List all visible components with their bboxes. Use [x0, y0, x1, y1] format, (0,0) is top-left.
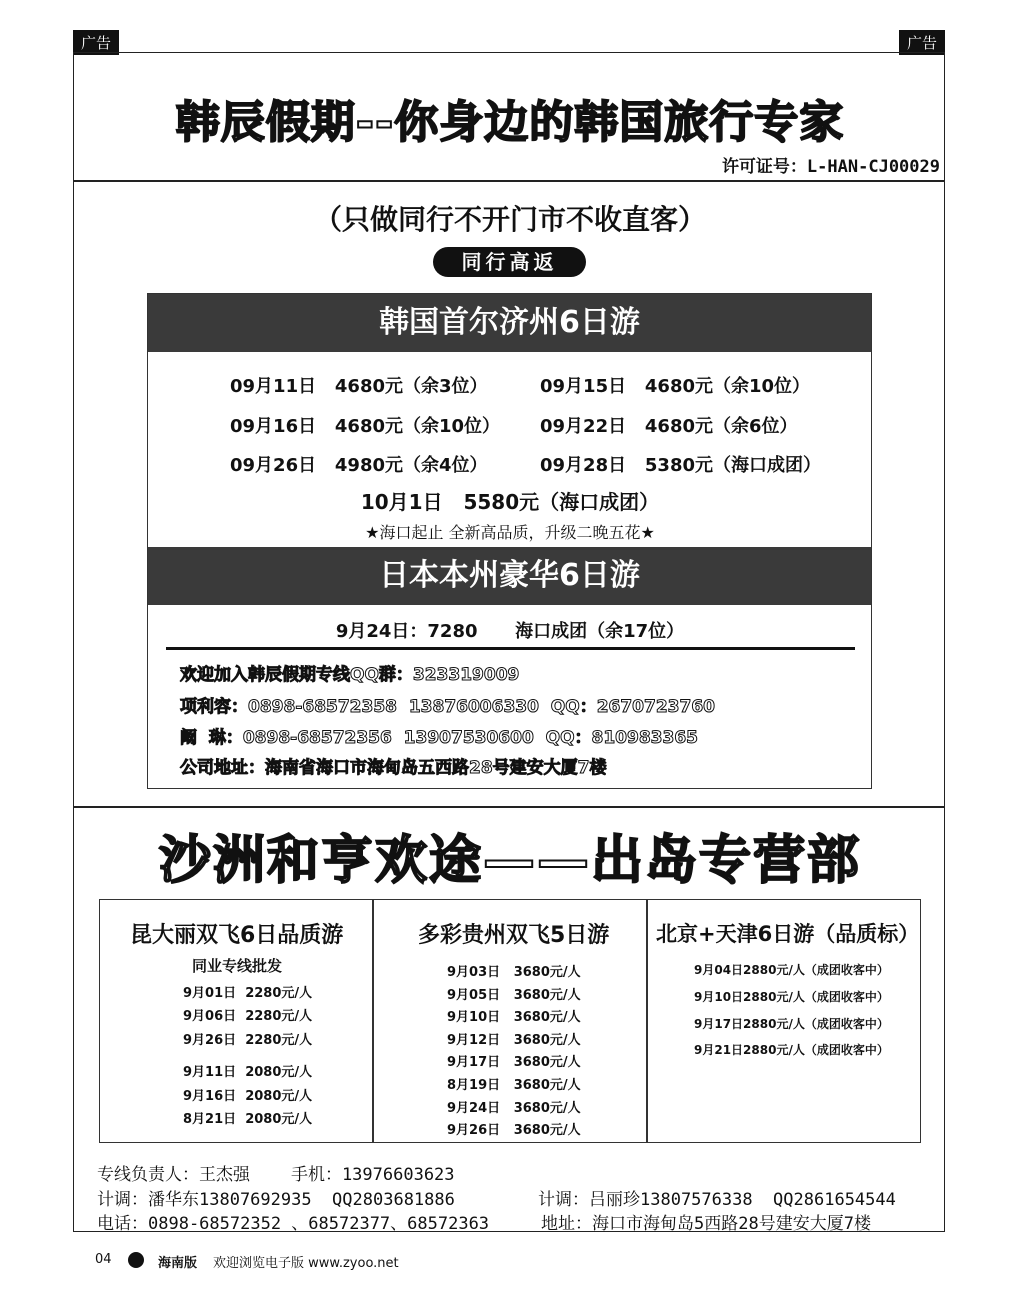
- footer-manager: 专线负责人：王杰强 手机：13976603623: [97, 1165, 455, 1185]
- col3-title: 北京+天津6日游（品质标）: [656, 922, 920, 946]
- tour1-date: 09月15日 4680元（余10位）: [540, 376, 811, 397]
- divider: [646, 899, 648, 1143]
- tour1-note: ★海口起止 全新高品质，升级二晚五花★: [365, 523, 655, 542]
- logo-icon: [128, 1252, 144, 1268]
- col1-subtitle: 同业专线批发: [192, 957, 283, 975]
- rebate-badge: 同行高返: [433, 247, 586, 277]
- tour1-date: 09月22日 4680元（余6位）: [540, 416, 798, 437]
- col2-item: 9月10日 3680元/人: [447, 1010, 581, 1025]
- divider: [166, 647, 855, 650]
- col2-title: 多彩贵州双飞5日游: [418, 923, 610, 948]
- col2-item: 9月17日 3680元/人: [447, 1055, 581, 1070]
- tour1-date: 09月26日 4980元（余4位）: [230, 455, 488, 476]
- col1-item: 8月21日 2080元/人: [183, 1112, 313, 1127]
- col2-item: 9月05日 3680元/人: [447, 988, 581, 1003]
- divider: [73, 180, 945, 182]
- col3-item: 9月17日2880元/人（成团收客中）: [694, 1017, 889, 1031]
- footer-address: 地址：海口市海甸岛5西路28号建安大厦7楼: [541, 1214, 871, 1234]
- divider: [73, 806, 945, 808]
- contact-line: 项利容：0898-68572358 13876006330 QQ：2670723760: [180, 697, 715, 717]
- tour1-date: 09月11日 4680元（余3位）: [230, 376, 488, 397]
- contact-line: 欢迎加入韩辰假期专线QQ群：323319009: [180, 665, 520, 685]
- col1-title: 昆大丽双飞6日品质游: [130, 923, 344, 948]
- footer-planner: 计调：潘华东13807692935 QQ2803681886: [97, 1190, 455, 1210]
- tour1-title: 韩国首尔济州6日游: [148, 294, 871, 352]
- edition-label: 海南版: [158, 1256, 198, 1271]
- contact-line: 阚 琳：0898-68572356 13907530600 QQ：810983365: [180, 728, 698, 748]
- section2-title: 沙洲和亨欢途——出岛专营部: [158, 831, 861, 891]
- divider: [372, 899, 374, 1143]
- ad-label-left: 广告: [73, 30, 119, 55]
- col2-item: 8月19日 3680元/人: [447, 1078, 581, 1093]
- col2-item: 9月26日 3680元/人: [447, 1123, 581, 1138]
- col2-item: 9月03日 3680元/人: [447, 965, 581, 980]
- page-number: 04: [95, 1252, 112, 1267]
- col1-item: 9月26日 2280元/人: [183, 1033, 313, 1048]
- col3-item: 9月10日2880元/人（成团收客中）: [694, 990, 889, 1004]
- col1-item: 9月06日 2280元/人: [183, 1009, 313, 1024]
- col2-item: 9月12日 3680元/人: [447, 1033, 581, 1048]
- ad-label-right: 广告: [899, 30, 945, 55]
- col3-item: 9月21日2880元/人（成团收客中）: [694, 1043, 889, 1057]
- license-number: 许可证号：L-HAN-CJ00029: [721, 157, 940, 177]
- col1-item: 9月01日 2280元/人: [183, 986, 313, 1001]
- tour1-date: 09月28日 5380元（海口成团）: [540, 455, 821, 476]
- tour1-date: 09月16日 4680元（余10位）: [230, 416, 501, 437]
- tour1-extra-date: 10月1日 5580元（海口成团）: [360, 490, 660, 514]
- site-link[interactable]: 欢迎浏览电子版 www.zyoo.net: [213, 1256, 399, 1271]
- col2-item: 9月24日 3680元/人: [447, 1101, 581, 1116]
- tour2-line: 9月24日：7280 海口成团（余17位）: [335, 621, 685, 642]
- col1-item: 9月16日 2080元/人: [183, 1089, 313, 1104]
- footer-phone: 电话：0898-68572352 、68572377、68572363: [97, 1214, 490, 1234]
- footer-planner: 计调：吕丽珍13807576338 QQ2861654544: [538, 1190, 896, 1210]
- divider: [73, 1155, 945, 1156]
- col3-item: 9月04日2880元/人（成团收客中）: [694, 963, 889, 977]
- contact-line: 公司地址：海南省海口市海甸岛五西路28号建安大厦7楼: [180, 758, 607, 778]
- tour2-title: 日本本州豪华6日游: [148, 547, 871, 605]
- header-title: 韩辰假期--你身边的韩国旅行专家: [175, 97, 845, 148]
- korea-subtitle: （只做同行不开门市不收直客）: [313, 203, 706, 236]
- col1-item: 9月11日 2080元/人: [183, 1065, 313, 1080]
